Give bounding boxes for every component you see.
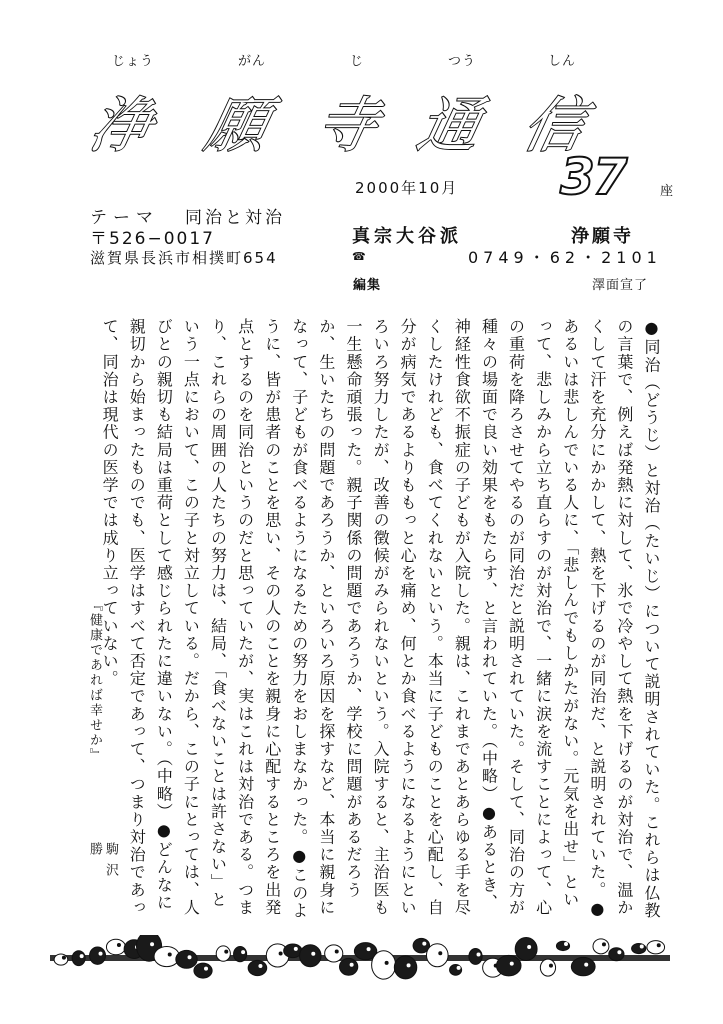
- border-motif-dot: [584, 963, 588, 967]
- border-motif: [248, 960, 267, 975]
- border-motif: [556, 941, 569, 950]
- border-motif: [450, 965, 462, 976]
- border-motif: [372, 951, 396, 979]
- border-motif: [647, 941, 665, 954]
- decorative-floral-border: [50, 935, 670, 981]
- article-body: ●同治（どうじ）と対治（たいじ）について説明されていた。これらは仏教の言葉で、例えば発熱に対して、氷で冷やして熱を下げるのが対治で、温かくして汗を充分にかかして、熱を下げるのが同治だ、と説明されていた。●あるいは悲しんでいる人に、「悲しんでもしかたがない。元気を出せ」といって、悲しみから立ち直らすのが対治で、一緒に涙を流すことによって、心の重荷を降ろさせてやるのが同治だと説明されていた。そして、同治の方が種々の場面で良い効果をもたらす、と言われていた。（中略）●あるとき、神経性食欲不振症の子どもが入院した。親は、これまであとあらゆる手を尽くしたけれども、食べてくれないという。本当に子どものことを心配し、自分が病気であるよりももっと心を痛め、何とか食べるようになるようにといろいろ努力したが、改善の徴候がみられないという。入院すると、主治医も一生懸命頑張った。親子関係の問題であろうか、学校に問題があるだろうか、生いたちの問題であろうか、といろいろ原因を探すなど、本当に親身になって、子どもが食べるようになるための努力をおしまなかった。●このように、皆が患者のことを思い、その人のことを親身に心配するところを出発点とするのを同治というのだと思っていたが、実はこれは対治である。つまり、これらの周囲の人たちの努力は、結局、「食べないことは許さない」という一点において、この子と対立している。だから、この子にとっては、人びとの親切も結局は重荷として感じられたに違いない。（中略）●どんなに親切から始まったものでも、医学はすべて否定であって、つまり対治であって、同治は現代の医学では成り立っていない。: [100, 318, 661, 920]
- editor-name: 澤面宣了: [592, 278, 649, 293]
- issue-number: 37: [560, 148, 626, 206]
- temple-name: 浄願寺: [571, 226, 634, 247]
- border-motif: [426, 944, 448, 967]
- border-motif-dot: [438, 951, 442, 955]
- article-source: 『健康であれば幸せか』: [87, 598, 102, 763]
- border-motif: [593, 939, 609, 954]
- title-ruby-jou: じょう: [112, 54, 155, 69]
- title-ruby-shin: しん: [548, 54, 577, 69]
- border-motif-dot: [350, 963, 354, 967]
- border-motif-dot: [564, 942, 568, 946]
- street-address: 滋賀県長浜市相撲町654: [90, 249, 278, 267]
- border-motif-dot: [617, 950, 621, 954]
- border-motif-dot: [62, 956, 66, 960]
- border-motif: [106, 939, 125, 955]
- border-motif: [540, 959, 555, 976]
- border-motif: [154, 946, 179, 966]
- border-motif-dot: [224, 950, 228, 954]
- border-motif: [176, 950, 197, 968]
- border-motif-dot: [311, 952, 315, 956]
- border-motif-dot: [477, 952, 481, 956]
- border-motif: [54, 954, 68, 965]
- border-motif-dot: [258, 964, 262, 968]
- title-ruby-ji: じ: [350, 54, 365, 69]
- title-char-gan: 願: [199, 91, 275, 161]
- border-motif-dot: [117, 943, 121, 947]
- border-motif: [194, 963, 212, 978]
- title-char-shin: 信: [516, 91, 592, 161]
- border-motif-dot: [422, 942, 426, 946]
- border-motif-dot: [188, 955, 192, 959]
- theme-label: テーマ: [90, 208, 159, 228]
- border-motif-dot: [335, 949, 339, 953]
- title-char-tsuu: 通: [411, 91, 487, 161]
- border-motif-dot: [602, 942, 606, 946]
- border-motif-dot: [168, 953, 172, 957]
- telephone-number: 0749・62・2101: [468, 248, 662, 267]
- border-motif: [394, 956, 416, 979]
- border-motif: [632, 944, 646, 954]
- border-motif: [325, 945, 343, 962]
- issue-unit: 座: [660, 184, 674, 199]
- border-motif: [496, 955, 521, 975]
- border-motif-dot: [99, 952, 103, 956]
- border-motif-dot: [150, 942, 154, 946]
- border-motif-dot: [527, 945, 531, 949]
- border-motif: [72, 951, 85, 966]
- border-motif: [571, 957, 595, 975]
- border-motif-dot: [279, 951, 283, 955]
- border-motif: [339, 958, 357, 975]
- border-motif-dot: [204, 967, 208, 971]
- title-ruby-tsuu: つう: [448, 54, 477, 69]
- border-motif: [216, 946, 230, 961]
- article-author: 駒沢 勝: [87, 842, 118, 905]
- postal-code: 〒526−0017: [90, 229, 215, 249]
- border-motif-dot: [294, 947, 298, 951]
- theme-text: 同治と対治: [185, 208, 285, 228]
- border-motif-dot: [549, 964, 553, 968]
- temple-sect: 真宗大谷派: [352, 226, 462, 247]
- issue-date: 2000年10月: [355, 179, 459, 197]
- border-motif: [90, 947, 106, 964]
- border-motif: [300, 945, 322, 967]
- title-ruby-gan: がん: [238, 54, 267, 69]
- border-motif-dot: [640, 945, 644, 949]
- border-motif-dot: [407, 963, 411, 967]
- editor-label: 編集: [353, 278, 382, 293]
- title-char-jou: 浄: [83, 91, 159, 161]
- border-motif-dot: [385, 961, 389, 965]
- title-char-ji: 寺: [309, 91, 385, 161]
- border-motif-dot: [657, 943, 661, 947]
- border-motif: [515, 938, 537, 961]
- border-motif: [469, 949, 482, 965]
- border-motif: [609, 948, 624, 961]
- telephone-icon: ☎: [352, 250, 366, 263]
- border-motif-dot: [241, 950, 245, 954]
- border-motif-dot: [457, 966, 461, 970]
- border-motif-dot: [367, 947, 371, 951]
- border-motif-dot: [80, 954, 84, 958]
- border-motif: [234, 946, 247, 961]
- border-motif-dot: [510, 962, 514, 966]
